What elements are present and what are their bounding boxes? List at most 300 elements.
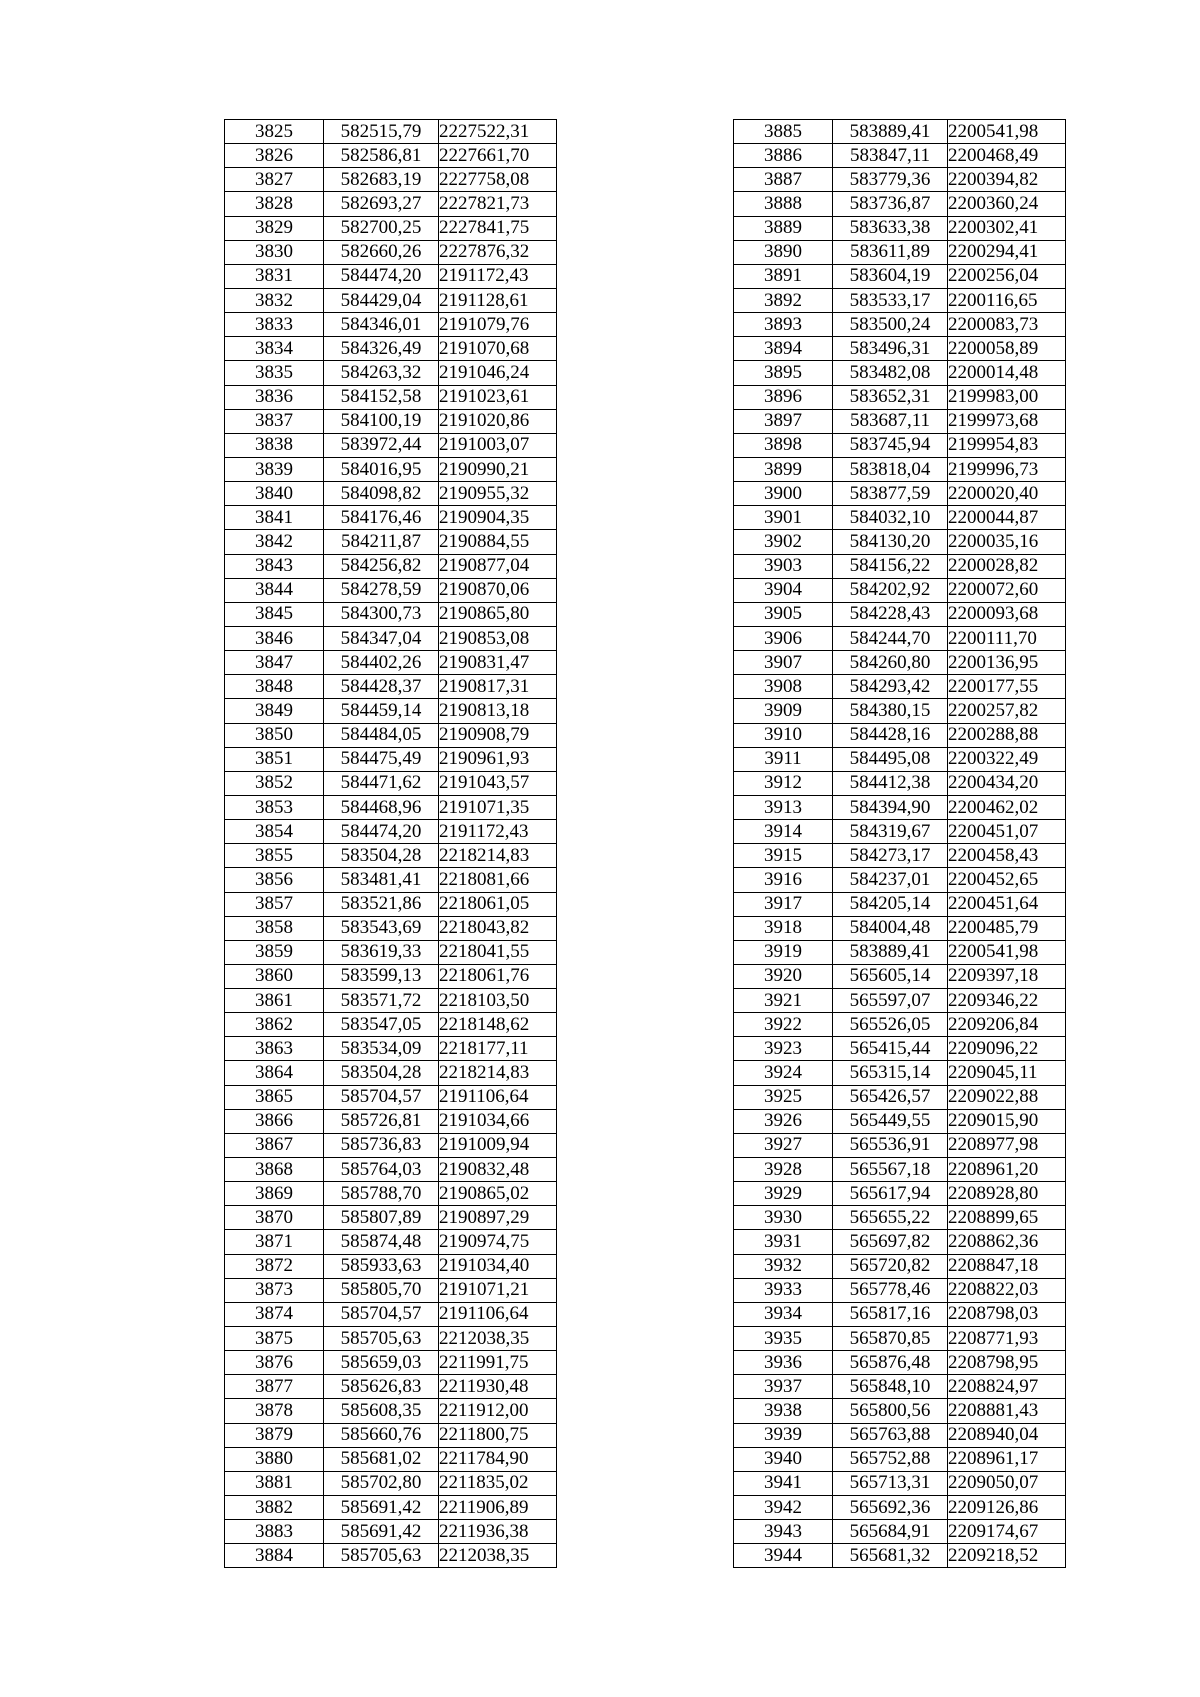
table-row [734,1375,1066,1399]
table-row [225,385,557,409]
point-number-cell: 3826 [225,144,324,168]
y-coordinate-cell: 2211800,75 [439,1423,557,1447]
y-coordinate-cell: 2191003,07 [439,433,557,457]
y-coordinate-cell: 2200451,07 [948,820,1066,844]
y-coordinate-cell: 2191034,40 [439,1254,557,1278]
x-coordinate-cell: 583847,11 [833,144,948,168]
point-number-cell: 3931 [734,1230,833,1254]
table-row [734,1158,1066,1182]
y-coordinate-cell: 2200322,49 [948,747,1066,771]
x-coordinate-cell: 584319,67 [833,820,948,844]
point-number-cell: 3853 [225,795,324,819]
table-row [734,168,1066,192]
table-row [225,1278,557,1302]
table-row [734,506,1066,530]
point-number-cell: 3943 [734,1520,833,1544]
point-number-cell: 3939 [734,1423,833,1447]
x-coordinate-cell: 583687,11 [833,409,948,433]
coordinates-table-right [733,119,1066,1568]
y-coordinate-cell: 2208961,17 [948,1447,1066,1471]
point-number-cell: 3930 [734,1206,833,1230]
table-row [734,120,1066,144]
point-number-cell: 3868 [225,1158,324,1182]
point-number-cell: 3911 [734,747,833,771]
point-number-cell: 3869 [225,1182,324,1206]
table-row [225,626,557,650]
y-coordinate-cell: 2200116,65 [948,288,1066,312]
point-number-cell: 3883 [225,1520,324,1544]
y-coordinate-cell: 2200458,43 [948,844,1066,868]
y-coordinate-cell: 2190877,04 [439,554,557,578]
point-number-cell: 3870 [225,1206,324,1230]
table-row [225,457,557,481]
table-row [225,1471,557,1495]
y-coordinate-cell: 2227821,73 [439,192,557,216]
y-coordinate-cell: 2209015,90 [948,1109,1066,1133]
x-coordinate-cell: 585659,03 [324,1351,439,1375]
y-coordinate-cell: 2200028,82 [948,554,1066,578]
point-number-cell: 3929 [734,1182,833,1206]
y-coordinate-cell: 2212038,35 [439,1544,557,1568]
x-coordinate-cell: 583745,94 [833,433,948,457]
x-coordinate-cell: 585681,02 [324,1447,439,1471]
y-coordinate-cell: 2227522,31 [439,120,557,144]
table-row [734,361,1066,385]
table-row [225,433,557,457]
x-coordinate-cell: 565567,18 [833,1158,948,1182]
y-coordinate-cell: 2227876,32 [439,240,557,264]
table-row [734,1520,1066,1544]
y-coordinate-cell: 2190865,02 [439,1182,557,1206]
y-coordinate-cell: 2209218,52 [948,1544,1066,1568]
point-number-cell: 3896 [734,385,833,409]
point-number-cell: 3846 [225,626,324,650]
x-coordinate-cell: 565684,91 [833,1520,948,1544]
table-row [225,288,557,312]
x-coordinate-cell: 583571,72 [324,989,439,1013]
x-coordinate-cell: 584475,49 [324,747,439,771]
x-coordinate-cell: 584156,22 [833,554,948,578]
y-coordinate-cell: 2209174,67 [948,1520,1066,1544]
point-number-cell: 3944 [734,1544,833,1568]
table-row [734,1471,1066,1495]
y-coordinate-cell: 2200294,41 [948,240,1066,264]
table-row [225,1037,557,1061]
x-coordinate-cell: 585705,63 [324,1327,439,1351]
x-coordinate-cell: 583521,86 [324,892,439,916]
y-coordinate-cell: 2227758,08 [439,168,557,192]
point-number-cell: 3831 [225,264,324,288]
table-row [225,820,557,844]
point-number-cell: 3864 [225,1061,324,1085]
point-number-cell: 3872 [225,1254,324,1278]
x-coordinate-cell: 584228,43 [833,602,948,626]
x-coordinate-cell: 583496,31 [833,337,948,361]
point-number-cell: 3909 [734,699,833,723]
point-number-cell: 3871 [225,1230,324,1254]
y-coordinate-cell: 2200541,98 [948,120,1066,144]
table-row [734,1206,1066,1230]
y-coordinate-cell: 2191172,43 [439,820,557,844]
point-number-cell: 3851 [225,747,324,771]
y-coordinate-cell: 2208771,93 [948,1327,1066,1351]
table-row [734,433,1066,457]
x-coordinate-cell: 584347,04 [324,626,439,650]
table-row [225,940,557,964]
x-coordinate-cell: 583533,17 [833,288,948,312]
point-number-cell: 3910 [734,723,833,747]
table-row [225,168,557,192]
x-coordinate-cell: 583611,89 [833,240,948,264]
table-row [225,1447,557,1471]
x-coordinate-cell: 565763,88 [833,1423,948,1447]
table-row [734,651,1066,675]
x-coordinate-cell: 565605,14 [833,964,948,988]
y-coordinate-cell: 2190831,47 [439,651,557,675]
y-coordinate-cell: 2199954,83 [948,433,1066,457]
x-coordinate-cell: 584202,92 [833,578,948,602]
point-number-cell: 3926 [734,1109,833,1133]
table-row [225,216,557,240]
point-number-cell: 3874 [225,1302,324,1326]
point-number-cell: 3886 [734,144,833,168]
point-number-cell: 3876 [225,1351,324,1375]
table-row [734,1351,1066,1375]
table-row [734,240,1066,264]
y-coordinate-cell: 2208847,18 [948,1254,1066,1278]
point-number-cell: 3881 [225,1471,324,1495]
x-coordinate-cell: 582700,25 [324,216,439,240]
y-coordinate-cell: 2200093,68 [948,602,1066,626]
x-coordinate-cell: 565449,55 [833,1109,948,1133]
x-coordinate-cell: 582586,81 [324,144,439,168]
table-row [225,1544,557,1568]
x-coordinate-cell: 565692,36 [833,1496,948,1520]
table-row [734,1423,1066,1447]
x-coordinate-cell: 565536,91 [833,1133,948,1157]
y-coordinate-cell: 2191071,35 [439,795,557,819]
x-coordinate-cell: 583652,31 [833,385,948,409]
table-row [225,771,557,795]
y-coordinate-cell: 2211912,00 [439,1399,557,1423]
x-coordinate-cell: 565617,94 [833,1182,948,1206]
table-row [225,1061,557,1085]
x-coordinate-cell: 584098,82 [324,482,439,506]
y-coordinate-cell: 2190897,29 [439,1206,557,1230]
x-coordinate-cell: 585626,83 [324,1375,439,1399]
table-row [734,1278,1066,1302]
x-coordinate-cell: 584484,05 [324,723,439,747]
table-row [225,699,557,723]
x-coordinate-cell: 583500,24 [833,313,948,337]
table-row [225,989,557,1013]
table-row [734,940,1066,964]
x-coordinate-cell: 582683,19 [324,168,439,192]
y-coordinate-cell: 2218041,55 [439,940,557,964]
point-number-cell: 3905 [734,602,833,626]
point-number-cell: 3879 [225,1423,324,1447]
point-number-cell: 3922 [734,1013,833,1037]
point-number-cell: 3935 [734,1327,833,1351]
x-coordinate-cell: 585805,70 [324,1278,439,1302]
y-coordinate-cell: 2208822,03 [948,1278,1066,1302]
x-coordinate-cell: 585660,76 [324,1423,439,1447]
table-row [225,1230,557,1254]
table-row [225,240,557,264]
point-number-cell: 3859 [225,940,324,964]
y-coordinate-cell: 2208798,95 [948,1351,1066,1375]
y-coordinate-cell: 2200434,20 [948,771,1066,795]
x-coordinate-cell: 583599,13 [324,964,439,988]
point-number-cell: 3898 [734,433,833,457]
table-row [734,482,1066,506]
y-coordinate-cell: 2200451,64 [948,892,1066,916]
y-coordinate-cell: 2208928,80 [948,1182,1066,1206]
y-coordinate-cell: 2208798,03 [948,1302,1066,1326]
x-coordinate-cell: 583482,08 [833,361,948,385]
y-coordinate-cell: 2191020,86 [439,409,557,433]
point-number-cell: 3899 [734,457,833,481]
x-coordinate-cell: 565870,85 [833,1327,948,1351]
x-coordinate-cell: 584263,32 [324,361,439,385]
x-coordinate-cell: 583889,41 [833,120,948,144]
coordinates-table-left [224,119,557,1568]
point-number-cell: 3882 [225,1496,324,1520]
y-coordinate-cell: 2209022,88 [948,1085,1066,1109]
table-row [734,1399,1066,1423]
x-coordinate-cell: 565597,07 [833,989,948,1013]
table-row [734,795,1066,819]
x-coordinate-cell: 585764,03 [324,1158,439,1182]
y-coordinate-cell: 2190908,79 [439,723,557,747]
point-number-cell: 3927 [734,1133,833,1157]
point-number-cell: 3835 [225,361,324,385]
y-coordinate-cell: 2191034,66 [439,1109,557,1133]
y-coordinate-cell: 2208881,43 [948,1399,1066,1423]
x-coordinate-cell: 565681,32 [833,1544,948,1568]
y-coordinate-cell: 2200035,16 [948,530,1066,554]
table-row [734,409,1066,433]
x-coordinate-cell: 565697,82 [833,1230,948,1254]
point-number-cell: 3873 [225,1278,324,1302]
point-number-cell: 3837 [225,409,324,433]
table-row [734,457,1066,481]
y-coordinate-cell: 2218081,66 [439,868,557,892]
x-coordinate-cell: 584205,14 [833,892,948,916]
table-row [734,1182,1066,1206]
y-coordinate-cell: 2190853,08 [439,626,557,650]
y-coordinate-cell: 2200452,65 [948,868,1066,892]
table-row [225,1351,557,1375]
point-number-cell: 3925 [734,1085,833,1109]
point-number-cell: 3893 [734,313,833,337]
y-coordinate-cell: 2200058,89 [948,337,1066,361]
table-row [734,288,1066,312]
table-row [734,844,1066,868]
table-row [734,868,1066,892]
y-coordinate-cell: 2191009,94 [439,1133,557,1157]
table-row [225,1302,557,1326]
point-number-cell: 3914 [734,820,833,844]
y-coordinate-cell: 2208824,97 [948,1375,1066,1399]
y-coordinate-cell: 2208977,98 [948,1133,1066,1157]
table-row [734,144,1066,168]
point-number-cell: 3832 [225,288,324,312]
x-coordinate-cell: 584468,96 [324,795,439,819]
point-number-cell: 3908 [734,675,833,699]
table-row [225,1496,557,1520]
x-coordinate-cell: 584016,95 [324,457,439,481]
y-coordinate-cell: 2190961,93 [439,747,557,771]
table-row [225,868,557,892]
point-number-cell: 3940 [734,1447,833,1471]
x-coordinate-cell: 584293,42 [833,675,948,699]
point-number-cell: 3915 [734,844,833,868]
table-row [225,1182,557,1206]
y-coordinate-cell: 2191106,64 [439,1085,557,1109]
x-coordinate-cell: 584412,38 [833,771,948,795]
y-coordinate-cell: 2191046,24 [439,361,557,385]
y-coordinate-cell: 2200014,48 [948,361,1066,385]
point-number-cell: 3895 [734,361,833,385]
y-coordinate-cell: 2200394,82 [948,168,1066,192]
x-coordinate-cell: 565778,46 [833,1278,948,1302]
table-row [734,989,1066,1013]
point-number-cell: 3932 [734,1254,833,1278]
y-coordinate-cell: 2190832,48 [439,1158,557,1182]
table-row [734,1061,1066,1085]
x-coordinate-cell: 565876,48 [833,1351,948,1375]
x-coordinate-cell: 565752,88 [833,1447,948,1471]
x-coordinate-cell: 583736,87 [833,192,948,216]
point-number-cell: 3839 [225,457,324,481]
x-coordinate-cell: 584100,19 [324,409,439,433]
y-coordinate-cell: 2199983,00 [948,385,1066,409]
point-number-cell: 3907 [734,651,833,675]
point-number-cell: 3855 [225,844,324,868]
y-coordinate-cell: 2208899,65 [948,1206,1066,1230]
y-coordinate-cell: 2200177,55 [948,675,1066,699]
point-number-cell: 3897 [734,409,833,433]
point-number-cell: 3878 [225,1399,324,1423]
y-coordinate-cell: 2190990,21 [439,457,557,481]
y-coordinate-cell: 2218043,82 [439,916,557,940]
point-number-cell: 3919 [734,940,833,964]
table-row [734,626,1066,650]
x-coordinate-cell: 584394,90 [833,795,948,819]
table-row [225,578,557,602]
point-number-cell: 3903 [734,554,833,578]
y-coordinate-cell: 2218214,83 [439,844,557,868]
table-row [225,1327,557,1351]
table-row [225,844,557,868]
point-number-cell: 3849 [225,699,324,723]
x-coordinate-cell: 565848,10 [833,1375,948,1399]
x-coordinate-cell: 585691,42 [324,1520,439,1544]
y-coordinate-cell: 2200485,79 [948,916,1066,940]
y-coordinate-cell: 2191128,61 [439,288,557,312]
table-row [734,1037,1066,1061]
point-number-cell: 3880 [225,1447,324,1471]
x-coordinate-cell: 583547,05 [324,1013,439,1037]
point-number-cell: 3825 [225,120,324,144]
x-coordinate-cell: 565817,16 [833,1302,948,1326]
table-row [225,1254,557,1278]
y-coordinate-cell: 2209397,18 [948,964,1066,988]
x-coordinate-cell: 585736,83 [324,1133,439,1157]
x-coordinate-cell: 565526,05 [833,1013,948,1037]
y-coordinate-cell: 2211906,89 [439,1496,557,1520]
point-number-cell: 3861 [225,989,324,1013]
point-number-cell: 3844 [225,578,324,602]
table-row [734,1302,1066,1326]
x-coordinate-cell: 583889,41 [833,940,948,964]
x-coordinate-cell: 583534,09 [324,1037,439,1061]
point-number-cell: 3854 [225,820,324,844]
y-coordinate-cell: 2190813,18 [439,699,557,723]
table-row [734,602,1066,626]
table-row [734,675,1066,699]
x-coordinate-cell: 584495,08 [833,747,948,771]
point-number-cell: 3900 [734,482,833,506]
y-coordinate-cell: 2218061,05 [439,892,557,916]
y-coordinate-cell: 2209346,22 [948,989,1066,1013]
point-number-cell: 3877 [225,1375,324,1399]
x-coordinate-cell: 565655,22 [833,1206,948,1230]
point-number-cell: 3862 [225,1013,324,1037]
y-coordinate-cell: 2190865,80 [439,602,557,626]
y-coordinate-cell: 2190955,32 [439,482,557,506]
point-number-cell: 3829 [225,216,324,240]
point-number-cell: 3833 [225,313,324,337]
table-row [225,916,557,940]
point-number-cell: 3888 [734,192,833,216]
x-coordinate-cell: 584459,14 [324,699,439,723]
table-row [225,1423,557,1447]
table-row [734,337,1066,361]
x-coordinate-cell: 583633,38 [833,216,948,240]
x-coordinate-cell: 585807,89 [324,1206,439,1230]
x-coordinate-cell: 584471,62 [324,771,439,795]
table-row [734,1109,1066,1133]
y-coordinate-cell: 2200360,24 [948,192,1066,216]
y-coordinate-cell: 2191079,76 [439,313,557,337]
x-coordinate-cell: 584346,01 [324,313,439,337]
y-coordinate-cell: 2208940,04 [948,1423,1066,1447]
x-coordinate-cell: 584428,16 [833,723,948,747]
point-number-cell: 3838 [225,433,324,457]
table-row [734,313,1066,337]
point-number-cell: 3921 [734,989,833,1013]
point-number-cell: 3917 [734,892,833,916]
point-number-cell: 3828 [225,192,324,216]
y-coordinate-cell: 2200256,04 [948,264,1066,288]
y-coordinate-cell: 2200072,60 [948,578,1066,602]
y-coordinate-cell: 2200020,40 [948,482,1066,506]
point-number-cell: 3848 [225,675,324,699]
point-number-cell: 3834 [225,337,324,361]
y-coordinate-cell: 2211835,02 [439,1471,557,1495]
table-row [734,699,1066,723]
point-number-cell: 3941 [734,1471,833,1495]
y-coordinate-cell: 2218214,83 [439,1061,557,1085]
point-number-cell: 3863 [225,1037,324,1061]
x-coordinate-cell: 584278,59 [324,578,439,602]
table-row [734,723,1066,747]
point-number-cell: 3842 [225,530,324,554]
point-number-cell: 3847 [225,651,324,675]
y-coordinate-cell: 2190884,55 [439,530,557,554]
